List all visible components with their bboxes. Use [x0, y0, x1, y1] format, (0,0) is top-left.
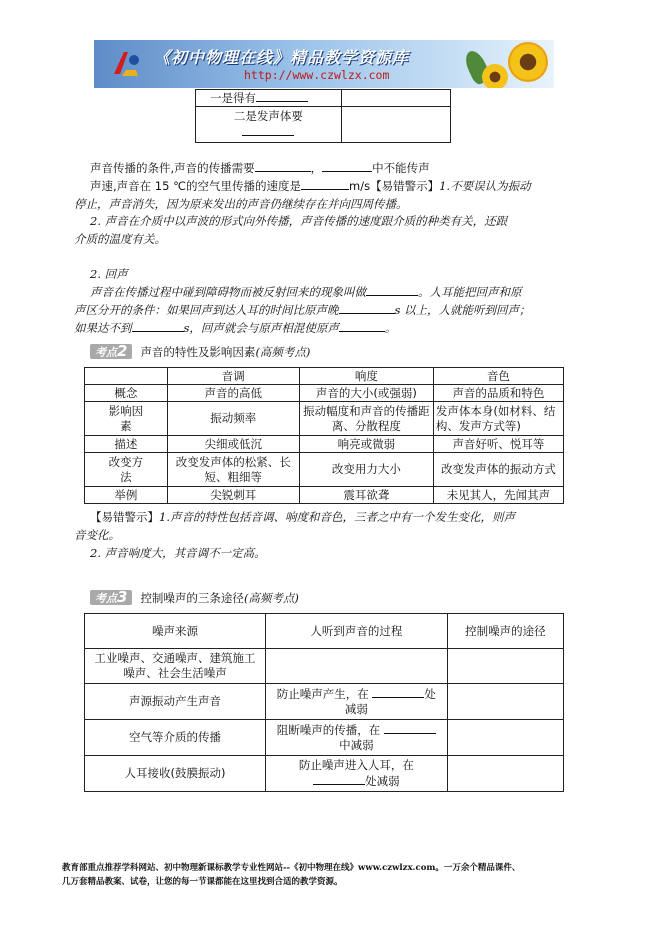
table-cell [447, 756, 563, 792]
table-row [85, 385, 564, 402]
fill-blank[interactable] [322, 160, 372, 172]
echo-line-3: 如果达不到 s，回声就会与原声相混使原声 。 [74, 321, 397, 335]
fill-blank[interactable] [366, 284, 418, 296]
fill-blank[interactable] [256, 90, 308, 102]
point-badge: 考点3 [90, 590, 132, 605]
table-cell: 防止噪声产生，在 处 减弱 [265, 684, 447, 720]
table-cell: 描述 [85, 436, 168, 453]
table-cell: 声音的大小(或强弱) [299, 385, 433, 402]
table-cell: 声音的高低 [167, 385, 299, 402]
header-banner [94, 40, 554, 88]
table-cell: 尖细或低沉 [167, 436, 299, 453]
table-cell: 尖锐刺耳 [167, 487, 299, 504]
table-header-cell: 响度 [299, 368, 433, 385]
fill-blank[interactable] [339, 302, 395, 314]
table-cell: 举例 [85, 487, 168, 504]
table-cell: 震耳欲聋 [299, 487, 433, 504]
table-cell: 声音好听、悦耳等 [433, 436, 563, 453]
warning-line: 停止，声音消失，因为原来发出的声音仍继续存在并向四周传播。 [74, 197, 408, 211]
table-cell [265, 649, 447, 684]
top-table-cell: 二是发声体要 [196, 107, 342, 143]
table-cell: 人耳接收(鼓膜振动) [85, 756, 266, 792]
table-row [85, 649, 564, 684]
table-row [85, 756, 564, 792]
table-cell: 未见其人，先闻其声 [433, 487, 563, 504]
fill-blank[interactable] [384, 722, 436, 734]
table-row [85, 487, 564, 504]
point2-warning-2: 2. 声音响度大，其音调不一定高。 [90, 546, 266, 560]
table-cell: 声音的品质和特色 [433, 385, 563, 402]
table-header-cell [85, 368, 168, 385]
table-cell: 改变方法 [85, 453, 168, 487]
table-cell [447, 684, 563, 720]
sound-propagation-line: 声音传播的条件,声音的传播需要 ， 中不能传声 [90, 161, 430, 175]
table-cell: 阻断噪声的传播，在 中减弱 [265, 720, 447, 756]
fill-blank[interactable] [313, 773, 365, 785]
point3-heading: 考点3 控制噪声的三条途径(高频考点) [90, 590, 299, 606]
sound-speed-line: 声速,声音在 15 ℃的空气里传播的速度是 m/s【易错警示】1.不要误认为振动 [90, 179, 531, 193]
table-cell: 振动频率 [167, 402, 299, 436]
table-cell: 改变发声体的振动方式 [433, 453, 563, 487]
table-row [85, 720, 564, 756]
footer-line-1: 教育部重点推荐学科网站、初中物理新课标教学专业性网站--《初中物理在线》www.czwlzx.com。一万余个精品课件、 [62, 863, 521, 873]
noise-control-table [84, 613, 564, 792]
table-cell: 声源振动产生声音 [85, 684, 266, 720]
fill-blank[interactable] [301, 178, 349, 190]
fill-blank[interactable] [132, 320, 184, 332]
table-header-cell: 人听到声音的过程 [265, 614, 447, 649]
table-header-cell: 音色 [433, 368, 563, 385]
top-table-cell [341, 107, 450, 143]
table-cell: 影响因素 [85, 402, 168, 436]
table-row [85, 453, 564, 487]
table-cell: 响亮或微弱 [299, 436, 433, 453]
table-cell: 工业噪声、交通噪声、建筑施工噪声、社会生活噪声 [85, 649, 266, 684]
echo-heading: 2. 回声 [90, 267, 128, 281]
sound-properties-table [84, 367, 564, 504]
table-row [85, 684, 564, 720]
top-table-cell [341, 90, 450, 107]
table-cell: 改变用力大小 [299, 453, 433, 487]
top-table [195, 89, 451, 143]
point2-warning-1: 【易错警示】1.声音的特性包括音调、响度和音色，三者之中有一个发生变化，则声 [90, 510, 515, 524]
fill-blank[interactable] [372, 686, 424, 698]
banner-url[interactable]: http://www.czwlzx.com [244, 68, 390, 82]
table-cell: 改变发声体的松紧、长短、粗细等 [167, 453, 299, 487]
medium-line: 2. 声音在介质中以声波的形式向外传播，声音传播的速度跟介质的种类有关，还跟 [90, 214, 508, 228]
banner-title: 《初中物理在线》精品教学资源库 [154, 48, 410, 67]
table-row [85, 436, 564, 453]
table-cell: 振动幅度和声音的传播距离、分散程度 [299, 402, 433, 436]
point2-heading: 考点2 声音的特性及影响因素(高频考点) [90, 344, 310, 360]
echo-line-2: 声区分开的条件：如果回声到达人耳的时间比原声晚 s 以上，人就能听到回声； [74, 303, 531, 317]
table-cell: 空气等介质的传播 [85, 720, 266, 756]
sunflower-small-icon [482, 64, 508, 88]
table-cell: 概念 [85, 385, 168, 402]
table-cell [447, 720, 563, 756]
table-row [85, 402, 564, 436]
footer-line-2: 几万套精品教案、试卷，让您的每一节课都能在这里找到合适的教学资源。 [62, 877, 343, 887]
sunflower-icon [508, 42, 548, 82]
medium-line-cont: 介质的温度有关。 [74, 232, 166, 246]
fill-blank[interactable] [242, 124, 294, 136]
table-header-cell: 音调 [167, 368, 299, 385]
point-badge: 考点2 [90, 344, 132, 359]
site-logo-icon [108, 46, 144, 82]
table-cell [447, 649, 563, 684]
fill-blank[interactable] [255, 160, 311, 172]
table-header-cell: 噪声来源 [85, 614, 266, 649]
echo-line-1: 声音在传播过程中碰到障碍物而被反射回来的现象叫做 。人耳能把回声和原 [90, 285, 522, 299]
fill-blank[interactable] [339, 320, 385, 332]
table-header-cell: 控制噪声的途径 [447, 614, 563, 649]
table-cell: 防止噪声进入人耳，在 处减弱 [265, 756, 447, 792]
point2-warning-1-cont: 音变化。 [74, 528, 120, 542]
table-cell: 发声体本身(如材料、结构、发声方式等) [433, 402, 563, 436]
top-table-cell: 一是得有 [196, 90, 342, 107]
